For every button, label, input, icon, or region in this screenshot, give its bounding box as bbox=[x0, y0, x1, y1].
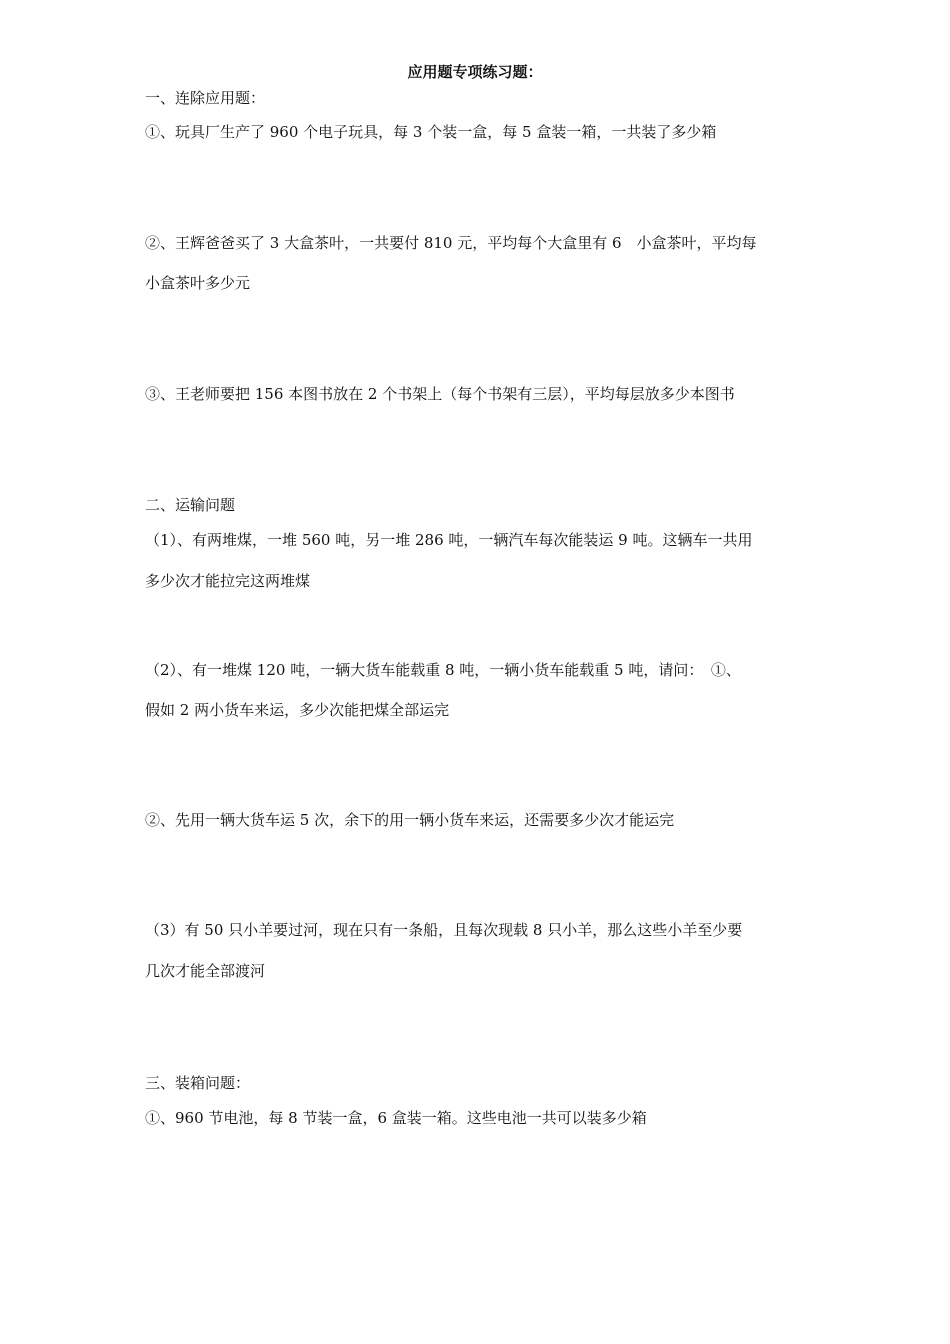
question-1-2: ②、王辉爸爸买了 3 大盒茶叶，一共要付 810 元，平均每个大盒里有 6 小盒茶叶，平均每 bbox=[145, 234, 757, 252]
question-2-2-cont: 假如 2 两小货车来运，多少次能把煤全部运完 bbox=[145, 701, 450, 719]
question-1-3: ③、王老师要把 156 本图书放在 2 个书架上（每个书架有三层），平均每层放多少本图书 bbox=[145, 385, 735, 403]
question-2-2-b: ②、先用一辆大货车运 5 次，余下的用一辆小货车来运，还需要多少次才能运完 bbox=[145, 811, 675, 829]
question-2-1-cont: 多少次才能拉完这两堆煤 bbox=[145, 572, 311, 590]
question-2-2: （2）、有一堆煤 120 吨，一辆大货车能载重 8 吨，一辆小货车能载重 5 吨，请问： ①、 bbox=[145, 661, 741, 679]
page-title: 应用题专项练习题： bbox=[407, 63, 543, 81]
section-heading-2: 二、运输问题 bbox=[145, 496, 236, 514]
question-1-2-cont: 小盒茶叶多少元 bbox=[145, 274, 251, 292]
question-2-3-cont: 几次才能全部渡河 bbox=[145, 962, 266, 980]
section-heading-3: 三、装箱问题： bbox=[145, 1074, 251, 1092]
question-2-1: （1）、有两堆煤，一堆 560 吨，另一堆 286 吨，一辆汽车每次能装运 9 吨。这辆车一共用 bbox=[145, 531, 753, 549]
question-1-1: ①、玩具厂生产了 960 个电子玩具，每 3 个装一盒，每 5 盒装一箱，一共装了多少箱 bbox=[145, 123, 717, 141]
question-2-3: （3）有 50 只小羊要过河，现在只有一条船，且每次现载 8 只小羊，那么这些小羊至少要 bbox=[145, 921, 743, 939]
question-3-1: ①、960 节电池，每 8 节装一盒，6 盒装一箱。这些电池一共可以装多少箱 bbox=[145, 1109, 647, 1127]
section-heading-1: 一、连除应用题： bbox=[145, 89, 266, 107]
